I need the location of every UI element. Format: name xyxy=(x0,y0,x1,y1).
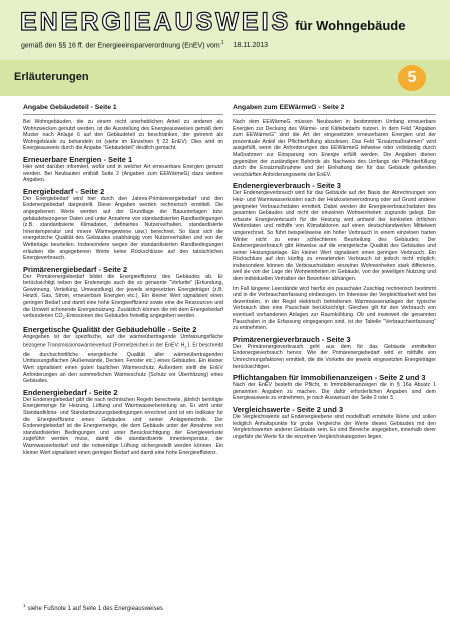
section-band xyxy=(0,60,450,96)
paragraph-endenergiebedarf: Der Endenergiebedarf gibt die nach technischen Regeln berechnete, jährlich benötigte Energiemenge für Heizung, Lüftung und Warmwasserbereitung an. Er wird unter Standardklima- und Standardnutzungsbedingungen errechnet und ist ein Indikator für die Energieeffizienz eines Gebäudes und seiner Anlagentechnik. Der Endenergiebedarf ist die Energiemenge, die dem Gebäude unter der Annahme von standardisierten Bedingungen und unter Berücksichtigung der Energieverluste zugeführt werden muss, damit die standardisierte Innentemperatur, der Warmwasserbedarf und die notwendige Lüftung sichergestellt werden können. Ein kleiner Wert signalisiert einen geringen Bedarf und damit eine hohe Energieeffizienz. xyxy=(23,396,223,456)
paragraph-erneuerbare-energien: Hier wird darüber informiert, wofür und in welcher Art erneuerbare Energien genutzt werden. Bei Neubauten enthält Seite 2 (Angaben zum EEWärmeG) dazu weitere Angaben. xyxy=(23,163,223,184)
footnote-marker: 1 xyxy=(220,40,224,46)
heading-gebaeudehuelle: Energetische Qualität der Gebäudehülle - Seite 2 xyxy=(23,324,197,334)
heading-energiebedarf: Energiebedarf - Seite 2 xyxy=(23,186,105,196)
heading-eewaermeg: Angaben zum EEWärmeG - Seite 2 xyxy=(233,104,436,115)
heading-endenergiebedarf: Endenergiebedarf - Seite 2 xyxy=(23,387,118,397)
heading-endenergieverbrauch: Endenergieverbrauch - Seite 3 xyxy=(233,181,341,191)
page-header xyxy=(0,0,450,60)
paragraph-vergleichswerte: Die Vergleichswerte auf Endenergieebene sind modellhaft ermittelte Werte und sollen lediglich Anhaltspunkte für grobe Vergleiche der Werte dieses Gebäudes mit den Vergleichswerten anderer Gebäude sein. Es sind Bereiche angegeben, innerhalb derer ungefähr die Werte für die einzelnen Vergleichskategorien liegen. xyxy=(233,413,436,440)
heading-primaerenergiebedarf: Primärenergiebedarf - Seite 2 xyxy=(23,264,128,274)
legal-basis-line xyxy=(21,40,268,49)
primaer-text-b: -Emissionen des Gebäudes freiwillig angegeben werden. xyxy=(64,313,196,320)
title-line xyxy=(20,8,405,37)
paragraph-gebaeudehuelle xyxy=(23,334,223,385)
co2-subscript: 2 xyxy=(62,315,65,321)
heading-erneuerbare-energien: Erneuerbare Energien - Seite 1 xyxy=(23,154,133,164)
paragraph-immobilienanzeigen: Nach der EnEV besteht die Pflicht, in Immobilienanzeigen die in § 16a Absatz 1 genannten Angaben zu machen. Die dafür erforderlichen Angaben sind dem Energieausweis zu entnehmen, je nach Ausweisart der Seite 2 oder 3. xyxy=(233,382,436,402)
right-column xyxy=(233,104,436,443)
primaer-text-a: Der Primärenergiebedarf bildet die Energieeffizienz des Gebäudes ab. Er berücksichtigt neben der Endenergie auch die so genannte "Vorkette" (Erkundung, Gewinnung, Verteilung, Umwandlung) der jeweils eingesetzten Energieträger (z.B. Heizöl, Gas, Strom, erneuerbare Energien etc.). Ein kleiner Wert signalisiert einen geringen Bedarf und damit eine hohe Energieeffizienz sowie eine die Ressourcen und die Umwelt schonende Energienutzung. Zusätzlich können die mit dem Energiebedarf verbundenen CO xyxy=(23,273,223,320)
heading-vergleichswerte: Vergleichswerte - Seite 2 und 3 xyxy=(233,404,344,414)
footnote-number: 1 xyxy=(23,603,26,608)
section-title: Erläuterungen xyxy=(14,71,89,83)
page-number-badge: 5 xyxy=(398,65,426,91)
heading-gebaeudeteil: Angabe Gebäudeteil - Seite 1 xyxy=(23,104,223,115)
paragraph-energiebedarf: Der Energiebedarf wird hier durch den Jahres-Primärenergiebedarf und den Endenergiebedarf dargestellt. Diese Angaben werden rechnerisch ermittelt. Die angegebenen Werte werden auf der Grundlage der Bauunterlagen bzw. gebäudebezogener Daten und unter Annahme von standardisierten Randbedingungen (z.B. standardisierte Klimadaten, definiertes Nutzerverhalten, standardisierte Innentemperatur und innere Wärmegewinne usw.) berechnet. So lässt sich die energetische Qualität des Gebäudes unabhängig vom Nutzerverhalten und von der Wetterlage beurteilen. Insbesondere wegen der standardisierten Randbedingungen erlauben die angegebenen Werte keine Rückschlüsse auf den tatsächlichen Energieverbrauch. xyxy=(23,195,223,262)
paragraph-endenergieverbrauch: Der Endenergieverbrauch wird für das Gebäude auf der Basis der Abrechnungen von Heiz- und Warmwasserkosten nach der Heizkostenverordnung oder auf Grund anderer geeigneter Verbrauchsdaten ermittelt. Dabei werden die Energieverbrauchsdaten des gesamten Gebäudes und nicht der einzelnen Wohneinheiten zugrunde gelegt. Der erfasste Energieverbrauch für die Heizung wird anhand der konkreten örtlichen Wetterdaten und mithilfe von Klimafaktoren auf einen deutschlandweiten Mittelwert umgerechnet. So führt beispielsweise ein hoher Verbrauch in einem einzelnen harten Winter nicht zu einer schlechteren Beurteilung des Gebäudes. Der Endenergieverbrauch gibt Hinweise auf die energetische Qualität des Gebäudes und seiner Heizungsanlage. Ein kleiner Wert signalisiert einen geringen Verbrauch. Ein Rückschluss auf den künftig zu erwartenden Verbrauch ist jedoch nicht möglich; insbesondere können die Verbrauchsdaten einzelner Wohneinheiten stark differieren, weil sie von der Lage der Wohneinheiten im Gebäude, von der jeweiligen Nutzung und dem individuellen Verhalten der Bewohner abhängen. xyxy=(233,190,436,283)
huelle-text-b: ). Er beschreibt die durchschnittliche energetische Qualität aller wärmeübertragenden Umfassungsflächen (Außenwände, Decken, Fenster etc.) eines Gebäudes. Ein kleiner Wert signalisiert einen guten baulichen Wärmeschutz. Außerdem stellt die EnEV Anforderungen an den sommerlichen Wärmeschutz (Schutz vor Überhitzung) eines Gebäudes. xyxy=(23,343,223,385)
paragraph-leerstaende: Im Fall längerer Leerstände wird hierfür ein pauschaler Zuschlag rechnerisch bestimmt und in die Verbrauchserfassung einbezogen. Im Interesse der Vergleichbarkeit wird bei dezentralen, in der Regel elektrisch betriebenen Warmwasseranlagen der typische Verbrauch über eine Pauschale berücksichtigt: Gleiches gilt für den Verbrauch von eventuell vorhandenen Anlagen zur Raumkühlung. Ob und inwieweit die genannten Pauschalen in die Erfassung eingegangen sind, ist der Tabelle "Verbrauchserfassung" zu entnehmen. xyxy=(233,285,436,332)
paragraph-gebaeudeteil: Bei Wohngebäuden, die zu einem nicht unerheblichen Anteil zu anderen als Wohnzwecken genutzt werden, ist die Ausstellung des Energieausweises gemäß dem Muster nach Anlage 6 auf den Gebäudeteil zu beschränken, der getrennt als Wohngebäude zu behandeln ist (siehe im Einzelnen § 22 EnEV). Dies wird im Energieausweis durch die Angabe "Gebäudeteil" deutlich gemacht. xyxy=(23,119,223,152)
ht-subscript: T xyxy=(184,345,187,351)
ht-prime: ' xyxy=(186,340,188,346)
heading-primaerenergieverbrauch: Primärenergieverbrauch - Seite 3 xyxy=(233,334,351,344)
paragraph-primaerenergiebedarf xyxy=(23,274,223,322)
huelle-text-a: Angegeben ist der spezifische, auf die wärmeübertragende Umfassungsfläche bezogene Transmissionswärmeverlust (Formelzeichen in der EnEV: H xyxy=(23,333,223,350)
legal-basis-text: gemäß den §§ 16 ff. der Energieeinsparverordnung (EnEV) vom xyxy=(21,42,220,50)
left-column xyxy=(23,104,223,459)
paragraph-eewaermeg: Nach dem EEWärmeG müssen Neubauten in bestimmtem Umfang erneuerbare Energien zur Deckung des Wärme- und Kältebedarfs nutzen. In dem Feld "Angaben zum EEWärmeG" sind die Art der eingesetzten erneuerbaren Energien und der prozentuale Anteil der Pflichterfüllung abzulesen. Das Feld "Ersatzmaßnahmen" wird ausgefüllt, wenn die Anforderungen des EEWärmeG teilweise oder vollständig durch Maßnahmen zur Einsparung von Energie erfüllt werden. Die Angaben dienen gegenüber der zuständigen Behörde als Nachweis des Umfangs der Pflichterfüllung durch die Ersatzmaßnahme und der Einhaltung der für das Gebäude geltenden verschärften Anforderungswerte der EnEV. xyxy=(233,119,436,178)
heading-immobilienanzeigen: Pflichtangaben für Immobilienanzeigen - Seite 2 und 3 xyxy=(233,373,426,383)
footnote xyxy=(23,603,163,612)
document-title-suffix: für Wohngebäude xyxy=(295,18,406,33)
paragraph-primaerenergieverbrauch: Der Primärenergieverbrauch geht aus dem für das Gebäude ermittelten Endenergieverbrauch hervor. Wie der Primärenergiebedarf wird er mithilfe von Umrechnungsfaktoren ermittelt, die die Vorkette der jeweils eingesetzten Energieträger berücksichtigen. xyxy=(233,343,436,370)
enev-date: 18.11.2013 xyxy=(233,42,269,50)
footnote-text: siehe Fußnote 1 auf Seite 1 des Energieausweises xyxy=(27,606,163,612)
document-title: ENERGIEAUSWEIS xyxy=(20,8,292,36)
